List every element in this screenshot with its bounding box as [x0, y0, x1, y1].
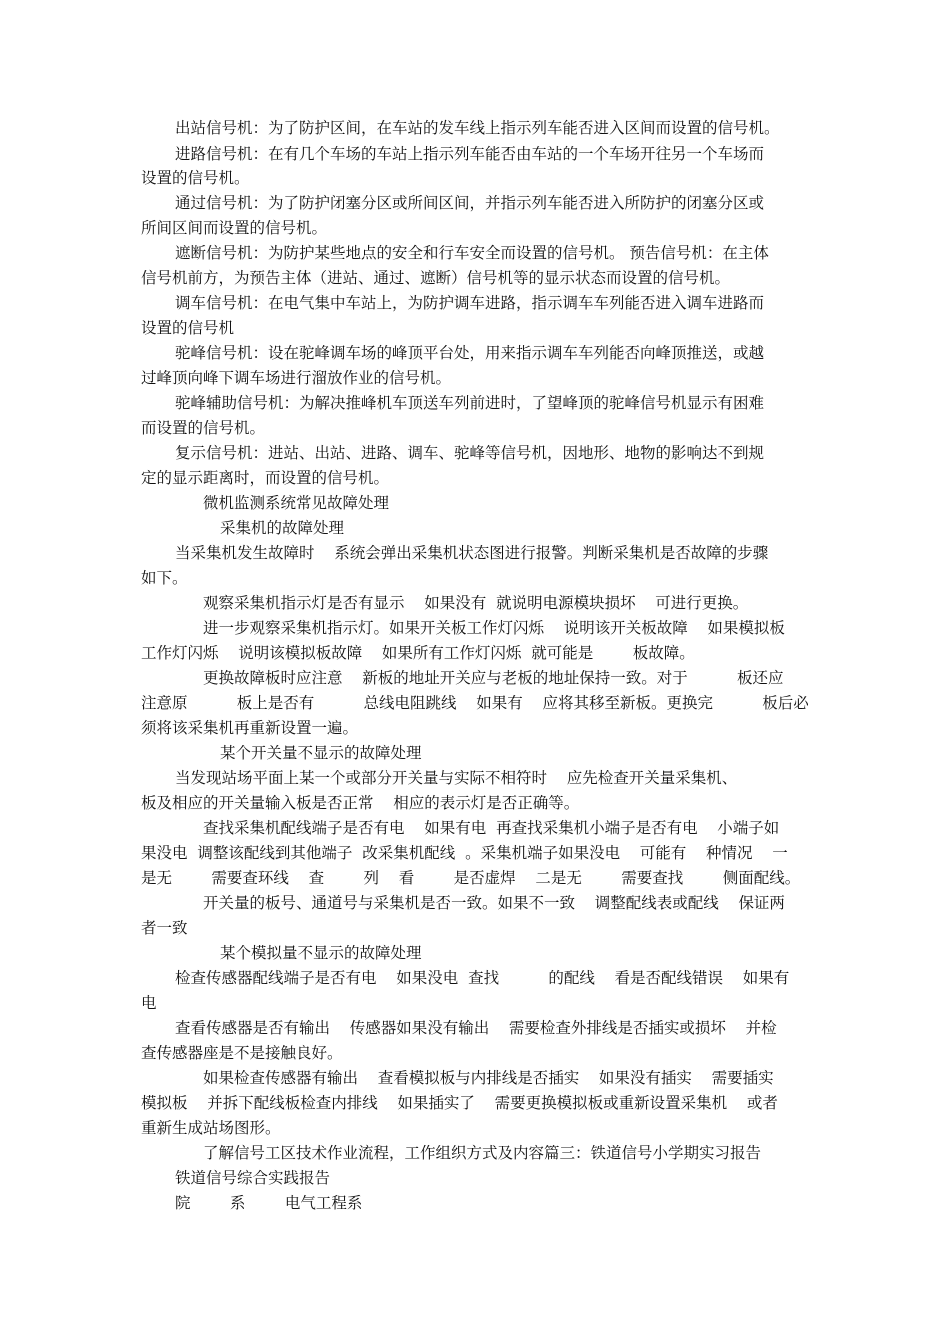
paragraph-line: 果没电 调整该配线到其他端子 改采集机配线 。采集机端子如果没电 可能有 种情况 一 [141, 844, 788, 862]
paragraph-line: 如下。 [141, 569, 188, 587]
paragraph-line: 驼峰辅助信号机：为解决推峰机车顶送车列前进时，了望峰顶的驼峰信号机显示有困难 [175, 394, 765, 412]
paragraph-line: 设置的信号机。 [141, 169, 250, 187]
paragraph-line: 须将该采集机再重新设置一遍。 [141, 719, 359, 737]
paragraph-line: 开关量的板号、通道号与采集机是否一致。如果不一致 调整配线表或配线 保证两 [203, 894, 785, 912]
paragraph-line: 查找采集机配线端子是否有电 如果有电 再查找采集机小端子是否有电 小端子如 [203, 819, 780, 837]
paragraph-line: 者一致 [141, 919, 188, 937]
paragraph-line: 出站信号机：为了防护区间，在车站的发车线上指示列车能否进入区间而设置的信号机。 [175, 119, 780, 137]
paragraph-line: 进路信号机：在有几个车场的车站上指示列车能否由车站的一个车场开往另一个车场而 [175, 145, 765, 163]
section-heading: 微机监测系统常见故障处理 [203, 494, 390, 512]
paragraph-line: 当采集机发生故障时 系统会弹出采集机状态图进行报警。判断采集机是否故障的步骤 [175, 544, 769, 562]
subsection-heading: 某个模拟量不显示的故障处理 [220, 944, 422, 962]
paragraph-line: 更换故障板时应注意 新板的地址开关应与老板的地址保持一致。对于 板还应 [203, 669, 784, 687]
paragraph-line: 遮断信号机：为防护某些地点的安全和行车安全而设置的信号机。 预告信号机：在主体 [175, 244, 769, 262]
paragraph-line: 查看传感器是否有输出 传感器如果没有输出 需要检查外排线是否插实或损坏 并检 [175, 1019, 777, 1037]
paragraph-line: 注意原 板上是否有 总线电阻跳线 如果有 应将其移至新板。更换完 板后必 [141, 694, 809, 712]
paragraph-line: 调车信号机：在电气集中车站上，为防护调车进路，指示调车车列能否进入调车进路而 [175, 294, 765, 312]
paragraph-line: 通过信号机：为了防护闭塞分区或所间区间，并指示列车能否进入所防护的闭塞分区或 [175, 194, 765, 212]
paragraph-line: 模拟板 并拆下配线板检查内排线 如果插实了 需要更换模拟板或重新设置采集机 或者 [141, 1094, 778, 1112]
paragraph-line: 进一步观察采集机指示灯。如果开关板工作灯闪烁 说明该开关板故障 如果模拟板 [203, 619, 785, 637]
paragraph-line: 过峰顶向峰下调车场进行溜放作业的信号机。 [141, 369, 452, 387]
paragraph-line: 复示信号机：进站、出站、进路、调车、驼峰等信号机，因地形、地物的影响达不到规 [175, 444, 765, 462]
paragraph-line: 查传感器座是不是接触良好。 [141, 1044, 343, 1062]
paragraph-line: 是无 需要查环线 查 列 看 是否虚焊 二是无 需要查找 侧面配线。 [141, 869, 801, 887]
paragraph-line: 工作灯闪烁 说明该模拟板故障 如果所有工作灯闪烁 就可能是 板故障。 [141, 644, 695, 662]
paragraph-line: 当发现站场平面上某一个或部分开关量与实际不相符时 应先检查开关量采集机、 [175, 769, 738, 787]
paragraph-line: 如果检查传感器有输出 查看模拟板与内排线是否插实 如果没有插实 需要插实 [203, 1069, 774, 1087]
paragraph-line: 检查传感器配线端子是否有电 如果没电 查找 的配线 看是否配线错误 如果有 [175, 969, 790, 987]
report-title: 铁道信号综合实践报告 [175, 1169, 331, 1187]
paragraph-line: 板及相应的开关量输入板是否正常 相应的表示灯是否正确等。 [141, 794, 580, 812]
department-line: 院 系 电气工程系 [175, 1194, 363, 1212]
subsection-heading: 采集机的故障处理 [220, 519, 345, 537]
paragraph-line: 而设置的信号机。 [141, 419, 266, 437]
paragraph-line: 所间区间而设置的信号机。 [141, 219, 328, 237]
paragraph-line: 驼峰信号机：设在驼峰调车场的峰顶平台处，用来指示调车车列能否向峰顶推送，或越 [175, 344, 765, 362]
paragraph-line: 电 [141, 994, 157, 1012]
paragraph-line: 观察采集机指示灯是否有显示 如果没有 就说明电源模块损坏 可进行更换。 [203, 594, 749, 612]
paragraph-line: 设置的信号机 [141, 319, 235, 337]
paragraph-line: 重新生成站场图形。 [141, 1119, 281, 1137]
subsection-heading: 某个开关量不显示的故障处理 [220, 744, 422, 762]
paragraph-line: 了解信号工区技术作业流程，工作组织方式及内容篇三：铁道信号小学期实习报告 [203, 1144, 762, 1162]
paragraph-line: 定的显示距离时，而设置的信号机。 [141, 469, 390, 487]
paragraph-line: 信号机前方，为预告主体（进站、通过、遮断）信号机等的显示状态而设置的信号机。 [141, 269, 731, 287]
